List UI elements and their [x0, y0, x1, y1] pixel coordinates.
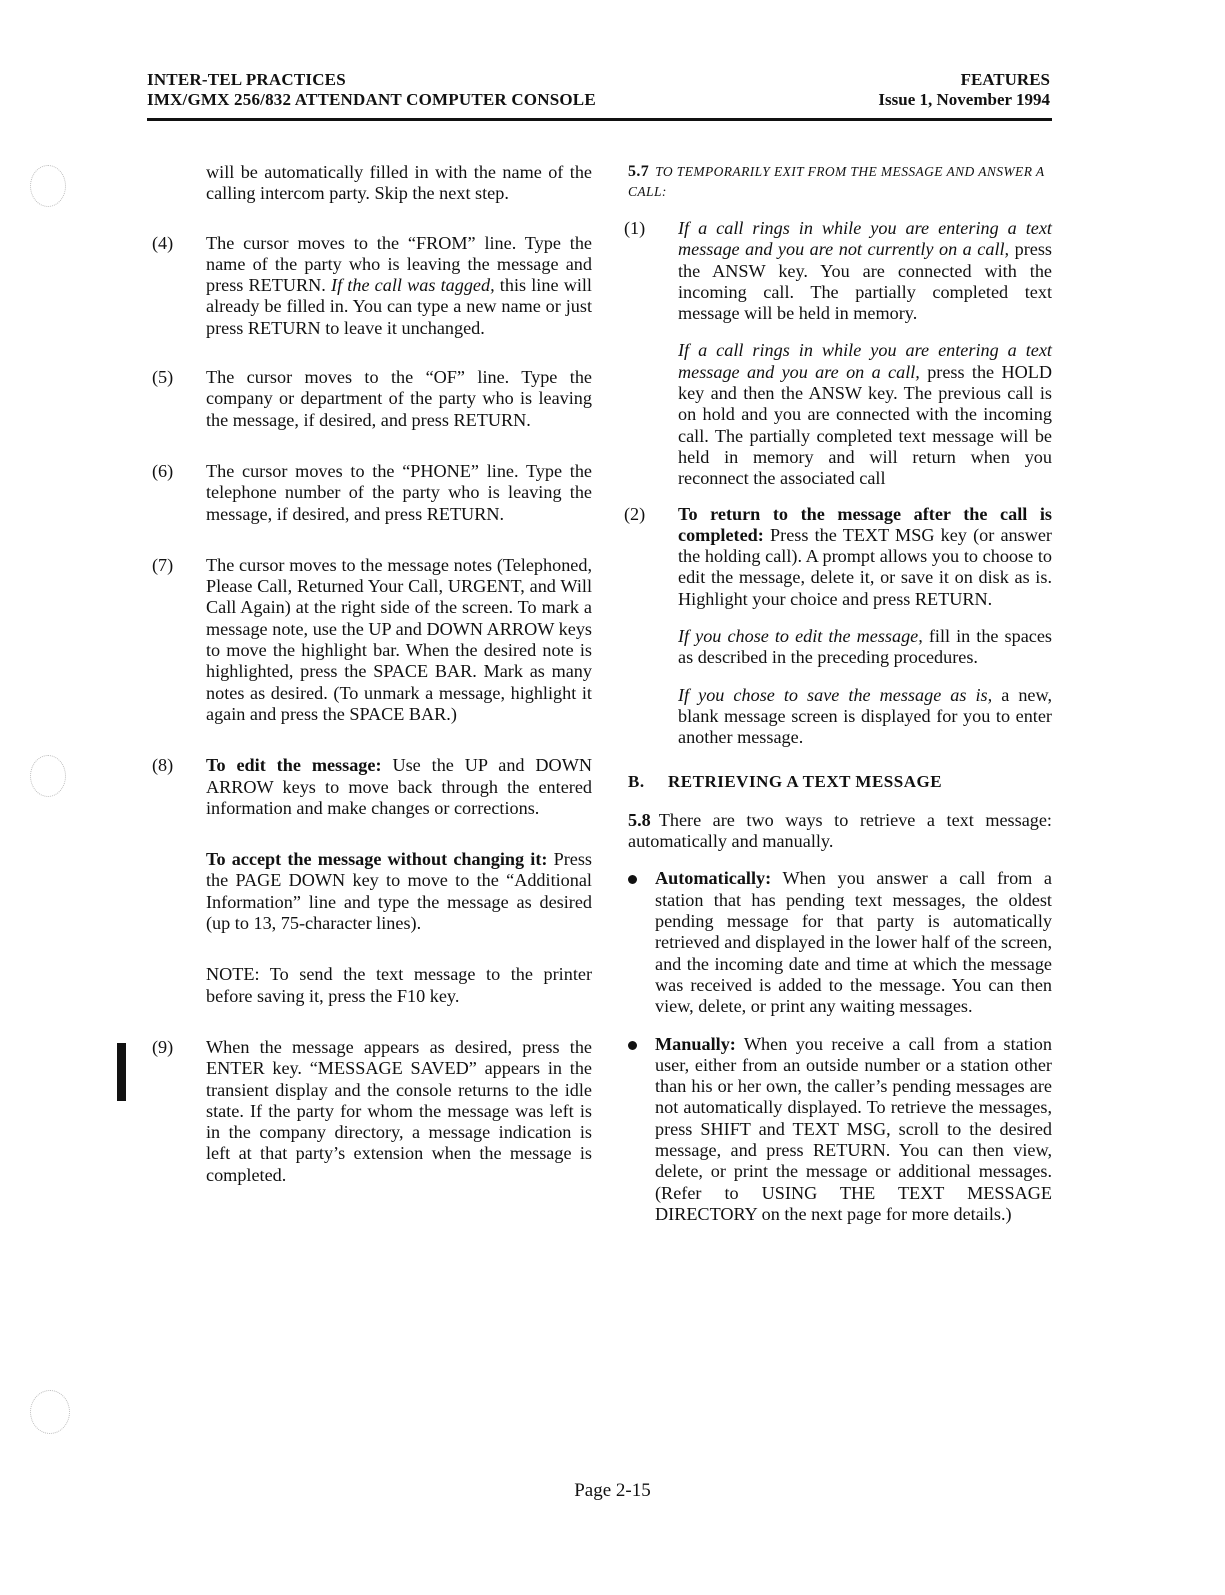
page-number: Page 2-15	[574, 1480, 651, 1501]
step-number: (4)	[152, 232, 174, 253]
left-column	[152, 162, 592, 1186]
step-5	[152, 367, 592, 431]
step-text: The cursor moves to the “PHONE” line. Type the telephone number of the party who is leaving the message, if desired, and press RETURN.	[206, 460, 592, 524]
section-b-heading: B. RETRIEVING A TEXT MESSAGE	[628, 771, 943, 791]
step-number: (2)	[624, 503, 646, 524]
header-issue: Issue 1, November 1994	[878, 90, 1050, 109]
bullet-manually: Manually: When you receive a call from a station user, either from an outside number or a station other than his or her own, the caller’s pending messages are not automatically displayed. To retrieve the messages, press SHIFT and TEXT MSG, scroll to the desired message, and press RETURN. You can then view, delete, or print the message or additional messages. (Refer to USING THE TEXT MESSAGE DIRECTORY on the next page for more details.)	[628, 1034, 1052, 1226]
step-number: (1)	[624, 218, 646, 238]
header-title: INTER-TEL PRACTICES	[147, 70, 346, 89]
step-number: (7)	[152, 554, 174, 575]
step-text: The cursor moves to the “OF” line. Type the company or department of the party who is leaving the message, if desired, and press RETURN.	[206, 367, 592, 430]
section-5-8-paragraph: 5.8 There are two ways to retrieve a text message: automatically and manually.	[628, 809, 1052, 852]
step-8	[152, 755, 592, 819]
header-subtitle: IMX/GMX 256/832 ATTENDANT COMPUTER CONSOLE	[147, 90, 596, 109]
change-bar	[117, 1043, 126, 1101]
printer-note: NOTE: To send the text message to the printer before saving it, press the F10 key.	[206, 964, 592, 1006]
step-text: The cursor moves to the “FROM” line. Type the name of the party who is leaving the message and press RETURN. If the call was tagged, this line will already be filled in. You can type a new name or just press RETURN to leave it unchanged.	[206, 232, 592, 338]
step-4	[152, 233, 592, 339]
step-9	[152, 1037, 592, 1186]
accept-message-instruction: To accept the message without changing it: Press the PAGE DOWN key to move to the “Additional Information” line and type the message as desired (up to 13, 75-character lines).	[206, 849, 592, 934]
step-text: To edit the message: Use the UP and DOWN ARROW keys to move back through the entered information and make changes or corrections.	[206, 755, 592, 818]
section-5-7-heading: 5.7 TO TEMPORARILY EXIT FROM THE MESSAGE AND ANSWER A CALL:	[628, 163, 1045, 199]
bullet-automatically: Automatically: When you answer a call from a station that has pending text messages, the oldest pending message for that party is automatically retrieved and displayed in the lower half of the screen, and the incoming date and time at which the message was received is added to the message. You can then view, delete, or print any waiting messages.	[628, 868, 1052, 1017]
step-6	[152, 461, 592, 525]
step-text: The cursor moves to the message notes (Telephoned, Please Call, Returned Your Call, URGENT, and Will Call Again) at the right side of the screen. To mark a message note, use the UP and DOWN ARROW keys to move the highlight bar. When the desired note is highlighted, press the SPACE BAR. Mark as many notes as desired. (To unmark a message, highlight it again and press the SPACE BAR.)	[206, 554, 592, 724]
step-number: (8)	[152, 755, 174, 776]
step-number: (5)	[152, 367, 174, 388]
step-number: (6)	[152, 460, 174, 481]
step-continuation	[152, 162, 592, 205]
step-r1: (1) If a call rings in while you are entering a text message and you are not currently on a call, press the ANSW key. You are connected with the incoming call. The partially completed text message will be held in memory. If a call rings in while you are entering a text message and you are on a call, press the HOLD key and then the ANSW key. The previous call is on hold and you are connected with the incoming call. The partially completed text message will be held in memory and will return when you reconnect the associated call	[624, 218, 1052, 489]
page-header	[147, 70, 1050, 112]
punch-hole-mark	[30, 755, 66, 797]
bullet-icon	[628, 1041, 637, 1050]
punch-hole-mark	[30, 1390, 70, 1434]
step-3-continuation-text: will be automatically filled in with the name of the calling intercom party. Skip the next step.	[206, 162, 592, 204]
step-text: When the message appears as desired, press the ENTER key. “MESSAGE SAVED” appears in the transient display and the console returns to the idle state. If the party for whom the message was left is in the company directory, a message indication is left at that party’s extension when the message is completed.	[206, 1036, 592, 1185]
header-rule	[147, 118, 1052, 121]
punch-hole-mark	[30, 165, 66, 207]
header-section: FEATURES	[960, 70, 1050, 89]
step-r2: (2) To return to the message after the call is completed: Press the TEXT MSG key (or answer the holding call). A prompt allows you to choose to edit the message, delete it, or save it on disk as is. Highlight your choice and press RETURN. If you chose to edit the message, fill in the spaces as described in the preceding procedures. If you chose to save the message as is, a new, blank message screen is displayed for you to enter another message.	[624, 503, 1052, 748]
step-7	[152, 555, 592, 725]
step-number: (9)	[152, 1036, 174, 1057]
right-column	[624, 162, 1052, 1225]
bullet-icon	[628, 875, 637, 884]
